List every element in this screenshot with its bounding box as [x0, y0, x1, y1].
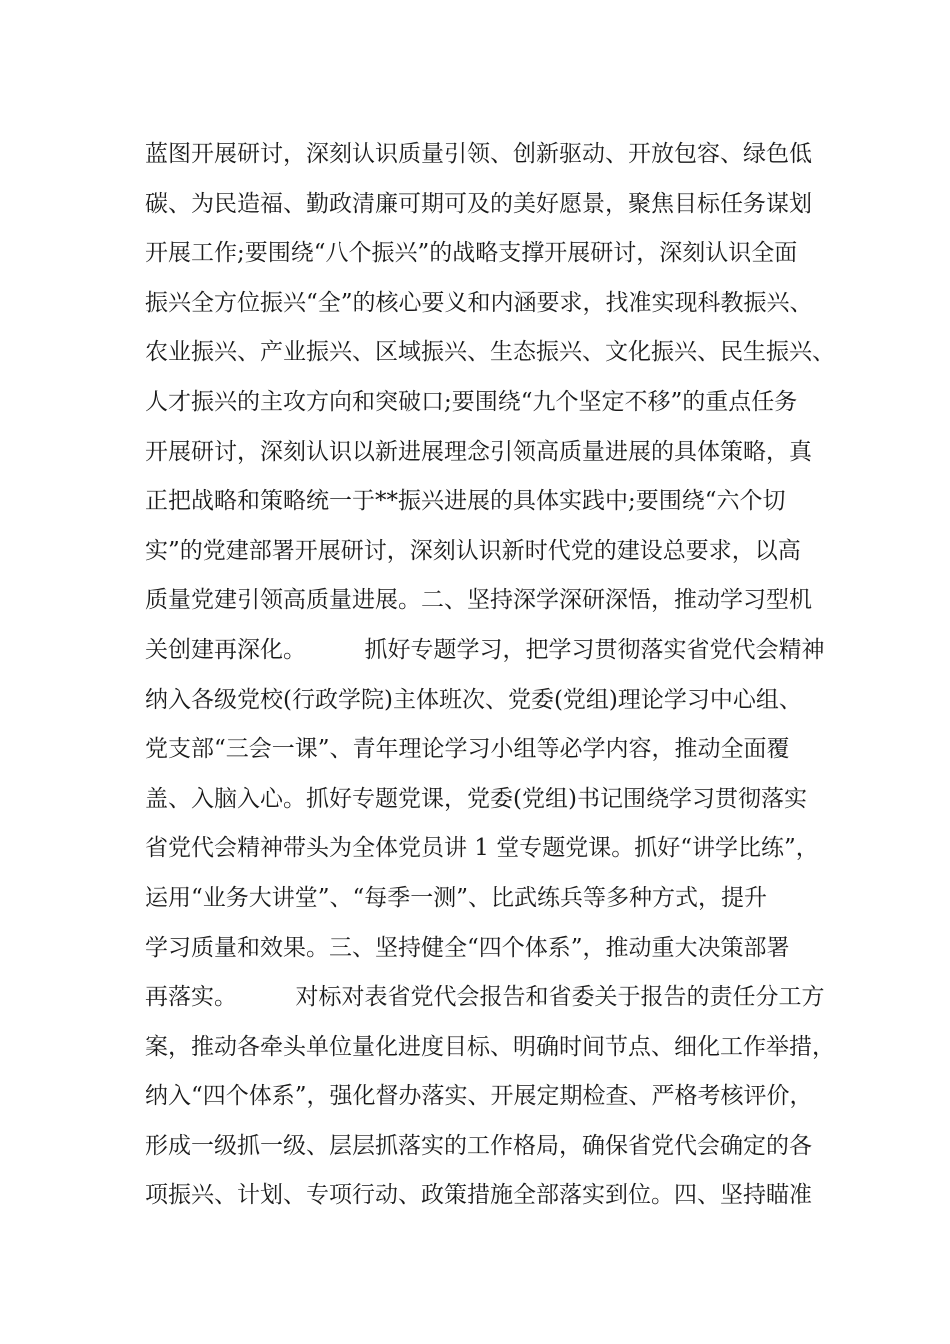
text-line: 运用“业务大讲堂”、“每季一测”、比武练兵等多种方式，提升	[145, 884, 768, 911]
text-line: 纳入“四个体系”，强化督办落实、开展定期检查、严格考核评价，	[145, 1083, 813, 1110]
text-line: 质量党建引领高质量进展。二、坚持深学深研深悟，推动学习型机	[145, 587, 812, 614]
text-line: 党支部“三会一课”、青年理论学习小组等必学内容，推动全面覆	[145, 736, 790, 763]
text-line: 人才振兴的主攻方向和突破口;要围绕“九个坚定不移”的重点任务	[145, 388, 798, 415]
text-line: 振兴全方位振兴“全”的核心要义和内涵要求，找准实现科教振兴、	[145, 289, 813, 316]
text-line: 省党代会精神带头为全体党员讲 1 堂专题党课。抓好“讲学比练”，	[145, 835, 819, 862]
text-line: 纳入各级党校(行政学院)主体班次、党委(党组)理论学习中心组、	[145, 686, 802, 713]
text-line: 学习质量和效果。三、坚持健全“四个体系”，推动重大决策部署	[145, 934, 790, 961]
text-line: 项振兴、计划、专项行动、政策措施全部落实到位。四、坚持瞄准	[145, 1182, 812, 1209]
text-line: 开展研讨，深刻认识以新进展理念引领高质量进展的具体策略，真	[145, 438, 812, 465]
text-line: 开展工作;要围绕“八个振兴”的战略支撑开展研讨，深刻认识全面	[145, 240, 798, 267]
text-line: 蓝图开展研讨，深刻认识质量引领、创新驱动、开放包容、绿色低	[145, 141, 812, 167]
text-line: 再落实。 对标对表省党代会报告和省委关于报告的责任分工方	[145, 984, 825, 1011]
text-line: 盖、入脑入心。抓好专题党课，党委(党组)书记围绕学习贯彻落实	[145, 785, 807, 812]
text-line: 形成一级抓一级、层层抓落实的工作格局，确保省党代会确定的各	[145, 1132, 812, 1159]
text-line: 案，推动各牵头单位量化进度目标、明确时间节点、细化工作举措，	[145, 1033, 835, 1060]
text-line: 农业振兴、产业振兴、区域振兴、生态振兴、文化振兴、民生振兴、	[145, 339, 835, 366]
text-line: 碳、为民造福、勤政清廉可期可及的美好愿景，聚焦目标任务谋划	[145, 190, 812, 217]
text-line: 关创建再深化。 抓好专题学习，把学习贯彻落实省党代会精神	[145, 636, 825, 663]
body-text	[145, 130, 845, 1221]
text-line: 实”的党建部署开展研讨，深刻认识新时代党的建设总要求，以高	[145, 537, 801, 564]
text-line: 正把战略和策略统一于**振兴进展的具体实践中;要围绕“六个切	[145, 488, 786, 515]
